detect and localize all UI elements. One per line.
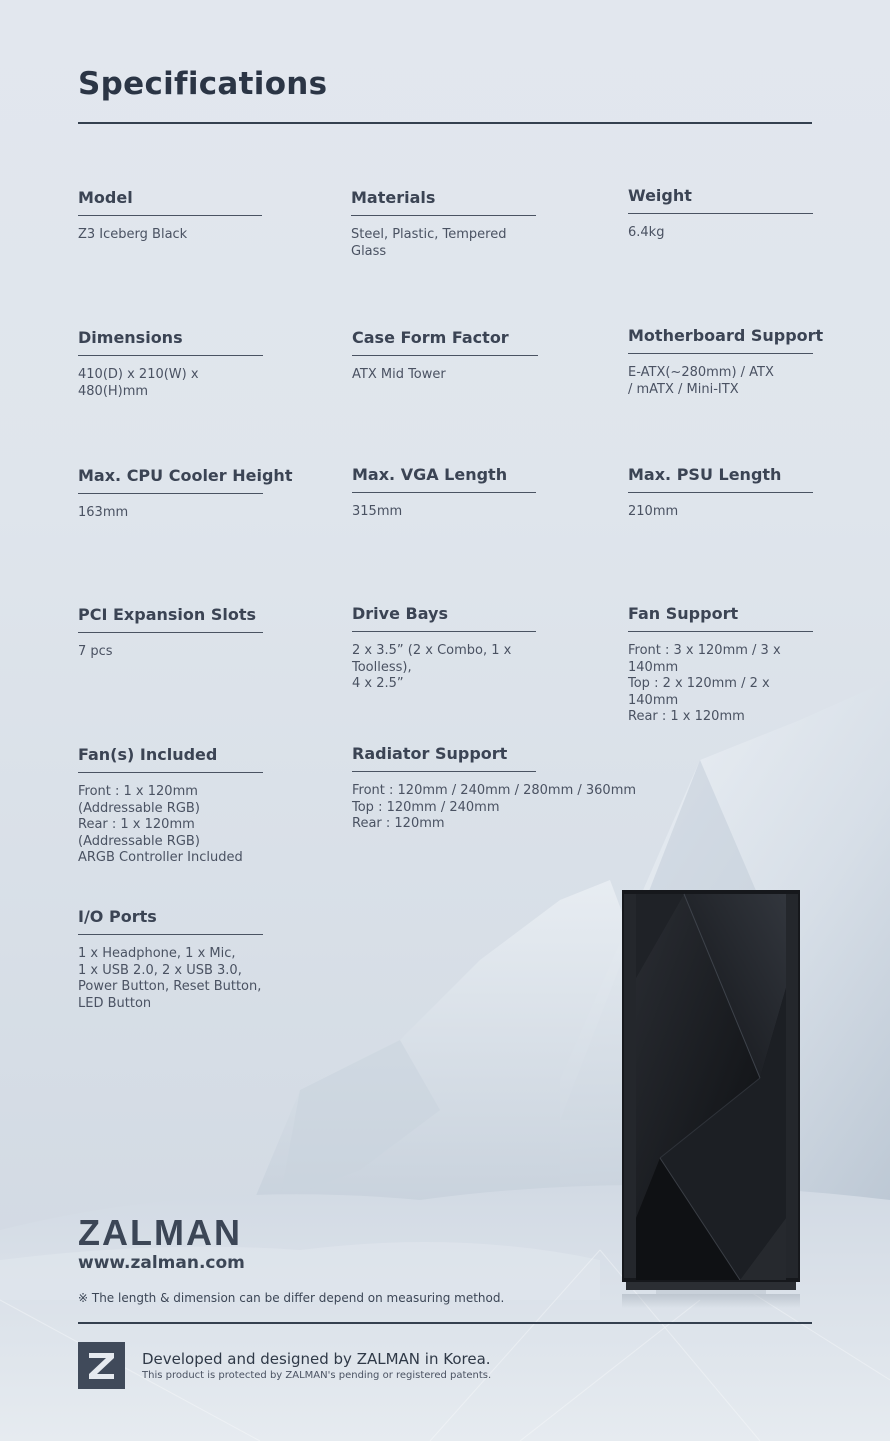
spec-io-ports xyxy=(78,907,263,1012)
spec-value: Front : 120mm / 240mm / 280mm / 360mm Top : 120mm / 240mm Rear : 120mm xyxy=(352,783,637,831)
spec-label: Drive Bays xyxy=(352,604,536,632)
spec-value: 6.4kg xyxy=(628,225,665,240)
spec-label: I/O Ports xyxy=(78,907,263,935)
spec-value: 2 x 3.5” (2 x Combo, 1 x Toolless), 4 x 2.5” xyxy=(352,643,512,691)
spec-label: Motherboard Support xyxy=(628,326,813,354)
website-url[interactable]: www.zalman.com xyxy=(78,1253,245,1273)
spec-label: Model xyxy=(78,188,262,216)
spec-value: Z3 Iceberg Black xyxy=(78,227,188,242)
spec-value: E-ATX(~280mm) / ATX / mATX / Mini-ITX xyxy=(628,365,774,397)
spec-value: Front : 1 x 120mm (Addressable RGB) Rear : 1 x 120mm (Addressable RGB) ARGB Controller Included xyxy=(78,784,243,865)
spec-psu-length xyxy=(628,465,813,521)
zalman-z-icon xyxy=(78,1342,125,1389)
spec-motherboard-support xyxy=(628,326,824,398)
footer-patent-note: This product is protected by ZALMAN's pending or registered patents. xyxy=(142,1370,492,1381)
spec-cpu-cooler-height xyxy=(78,466,293,522)
spec-label: Materials xyxy=(351,188,536,216)
spec-label: Radiator Support xyxy=(352,744,536,772)
spec-label: Dimensions xyxy=(78,328,263,356)
spec-value: Front : 3 x 120mm / 3 x 140mm Top : 2 x 120mm / 2 x 140mm Rear : 1 x 120mm xyxy=(628,643,781,724)
spec-label: Max. VGA Length xyxy=(352,465,536,493)
zalman-logo: ZALMAN xyxy=(78,1212,242,1253)
page-title: Specifications xyxy=(78,66,328,102)
measurement-note: ※ The length & dimension can be differ depend on measuring method. xyxy=(78,1291,505,1305)
spec-value: 210mm xyxy=(628,504,679,519)
spec-value: 7 pcs xyxy=(78,644,113,659)
spec-value: 410(D) x 210(W) x 480(H)mm xyxy=(78,367,199,399)
spec-label: Max. PSU Length xyxy=(628,465,813,493)
spec-dimensions xyxy=(78,328,263,400)
spec-label: Weight xyxy=(628,186,813,214)
spec-label: Max. CPU Cooler Height xyxy=(78,466,263,494)
spec-value: ATX Mid Tower xyxy=(352,367,446,382)
spec-materials xyxy=(351,188,536,260)
spec-case-form-factor xyxy=(352,328,538,384)
spec-value: 163mm xyxy=(78,505,129,520)
spec-model xyxy=(78,188,262,244)
spec-pci-slots xyxy=(78,605,263,661)
spec-label: PCI Expansion Slots xyxy=(78,605,263,633)
spec-value: Steel, Plastic, Tempered Glass xyxy=(351,227,507,259)
spec-label: Fan(s) Included xyxy=(78,745,263,773)
title-divider xyxy=(78,122,812,124)
spec-value: 315mm xyxy=(352,504,403,519)
spec-vga-length xyxy=(352,465,536,521)
footer-developed-by: Developed and designed by ZALMAN in Korea. xyxy=(142,1350,491,1368)
spec-label: Case Form Factor xyxy=(352,328,538,356)
spec-fan-support xyxy=(628,604,813,726)
spec-fans-included xyxy=(78,745,263,867)
footer-divider xyxy=(78,1322,812,1324)
spec-label: Fan Support xyxy=(628,604,813,632)
spec-radiator-support xyxy=(352,744,637,833)
spec-drive-bays xyxy=(352,604,536,693)
spec-weight xyxy=(628,186,813,242)
spec-value: 1 x Headphone, 1 x Mic, 1 x USB 2.0, 2 x USB 3.0, Power Button, Reset Button, LED Button xyxy=(78,946,262,1011)
pc-case-image xyxy=(620,888,802,1308)
